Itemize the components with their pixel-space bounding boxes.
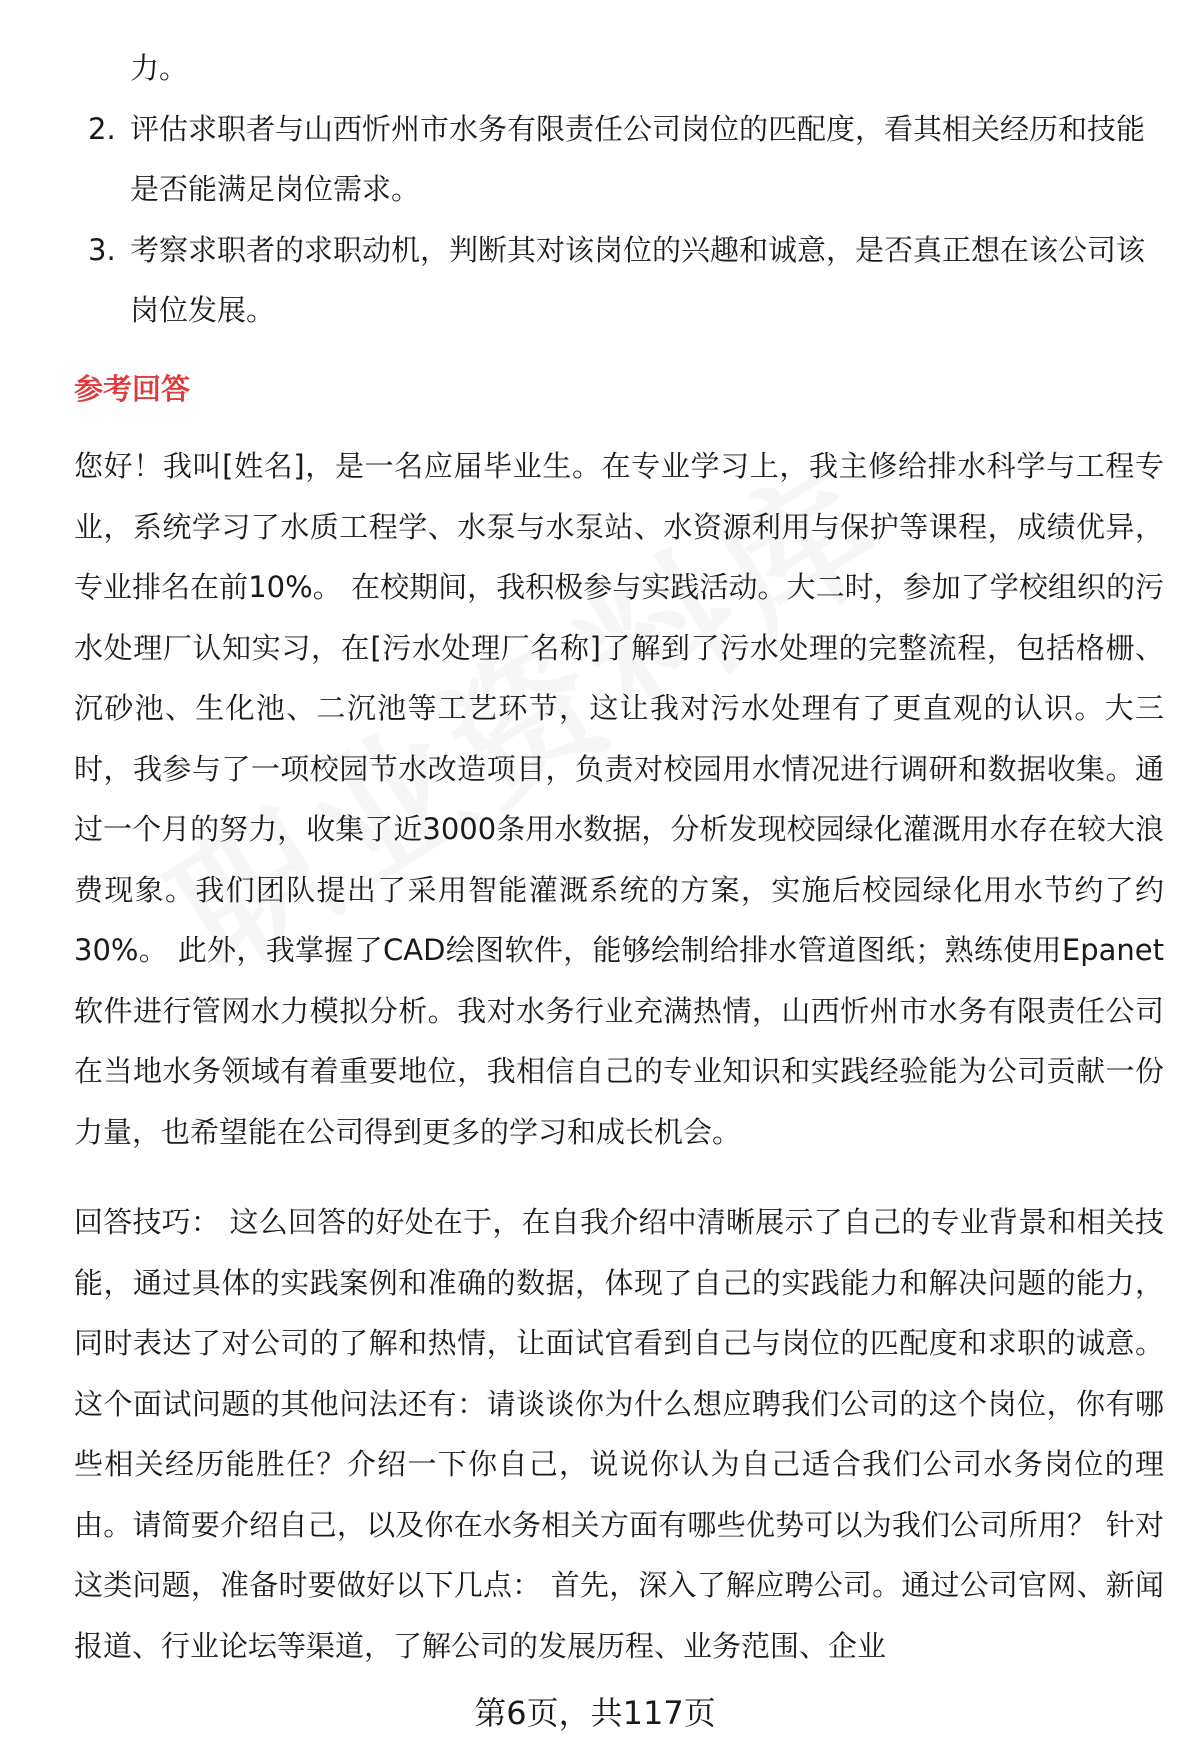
- tips-paragraph: 回答技巧： 这么回答的好处在于，在自我介绍中清晰展示了自己的专业背景和相关技能，通过具体的实践案例和准确的数据，体现了自己的实践能力和解决问题的能力，同时表达了对公司的了解和热情，让面试官看到自己与岗位的匹配度和求职的诚意。 这个面试问题的其他问法还有：请谈谈你为什么想应聘我们公司的这个岗位，你有哪些相关经历能胜任？介绍一下你自己，说说你认为自己适合我们公司水务岗位的理由。请简要介绍自己，以及你在水务相关方面有哪些优势可以为我们公司所用？ 针对这类问题，准备时要做好以下几点： 首先，深入了解应聘公司。通过公司官网、新闻报道、行业论坛等渠道，了解公司的发展历程、业务范围、企业: [74, 1205, 1164, 1663]
- list-item: [74, 99, 1164, 220]
- question-list: [74, 99, 1164, 341]
- question-continuation: 力。: [130, 51, 189, 85]
- page-number: 第6页，共117页: [474, 1694, 716, 1732]
- list-item-number: 3.: [88, 232, 116, 267]
- list-item-text: 评估求职者与山西忻州市水务有限责任公司岗位的匹配度，看其相关经历和技能是否能满足岗位需求。: [130, 111, 1146, 206]
- list-item-number: 2.: [88, 111, 116, 146]
- page-content: [74, 38, 1164, 1676]
- answer-paragraph: 您好！我叫[姓名]，是一名应届毕业生。在专业学习上，我主修给排水科学与工程专业，系统学习了水质工程学、水泵与水泵站、水资源利用与保护等课程，成绩优异，专业排名在前10%。 在校期间，我积极参与实践活动。大二时，参加了学校组织的污水处理厂认知实习，在[污水处理厂名称]了解到了污水处理的完整流程，包括格栅、沉砂池、生化池、二沉池等工艺环节，这让我对污水处理有了更直观的认识。大三时，我参与了一项校园节水改造项目，负责对校园用水情况进行调研和数据收集。通过一个月的努力，收集了近3000条用水数据，分析发现校园绿化灌溉用水存在较大浪费现象。我们团队提出了采用智能灌溉系统的方案，实施后校园绿化用水节约了约30%。 此外，我掌握了CAD绘图软件，能够绘制给排水管道图纸；熟练使用Epanet软件进行管网水力模拟分析。我对水务行业充满热情，山西忻州市水务有限责任公司在当地水务领域有着重要地位，我相信自己的专业知识和实践经验能为公司贡献一份力量，也希望能在公司得到更多的学习和成长机会。: [74, 449, 1164, 1149]
- list-item: [74, 220, 1164, 341]
- list-item-text: 考察求职者的求职动机，判断其对该岗位的兴趣和诚意，是否真正想在该公司该岗位发展。: [130, 232, 1146, 327]
- section-title-reference-answer: 参考回答: [74, 371, 191, 406]
